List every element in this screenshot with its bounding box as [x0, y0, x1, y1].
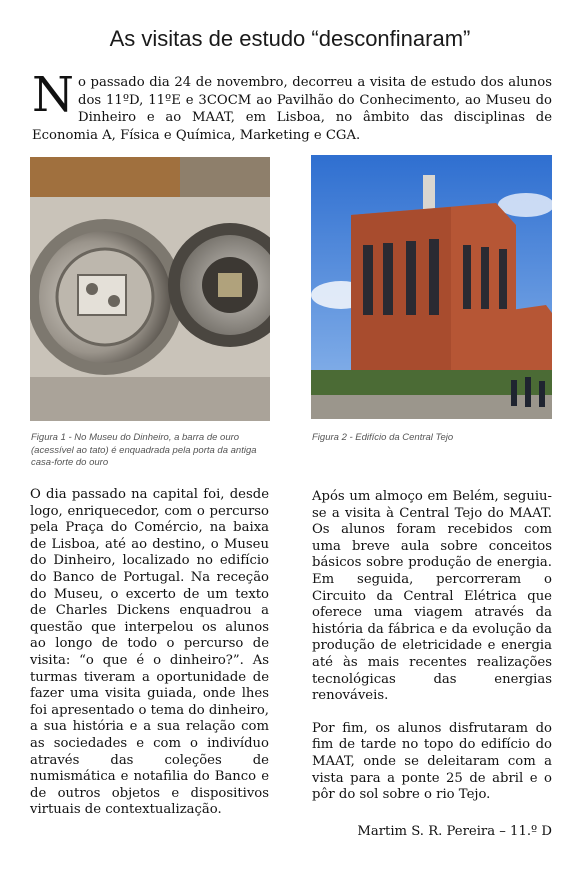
left-column-text: O dia passado na capital foi, desde logo, enriquecedor, com o percurso pela Praça do Comércio, na baixa de Lisboa, até ao destino, o Museu do Dinheiro, localizado no edifício do Banco de Portugal. Na receção do Museu, o excerto de um texto de Charles Dickens enquadrou a questão que interpelou os alunos ao longo de todo o percurso de visita: “o que é o dinheiro?”. As turmas tiveram a oportunidade de fazer uma visita guiada, onde lhes foi apresentado o tema do dinheiro, a sua história e a sua relação com as sociedades e com o indivíduo através das coleções de numismática e notafilia do Banco e de outros objetos e dispositivos virtuais de contextualização.	[30, 487, 269, 818]
right-paragraph-1: Após um almoço em Belém, seguiu-se a visita à Central Tejo do MAAT. Os alunos foram recebidos com uma breve aula sobre conceitos básicos sobre produção de energia. Em seguida, percorreram o Circuito da Central Elétrica que oferece uma viagem através da história da fábrica e da evolução da produção de eletricidade e energia até às mais recentes realizações tecnológicas das energias renováveis.	[312, 489, 552, 704]
article-title: As visitas de estudo “desconfinaram”	[109, 26, 471, 51]
figure-2-caption: Figura 2 - Edifício da Central Tejo	[312, 432, 454, 443]
author-signature: Martim S. R. Pereira – 11.º D	[357, 824, 552, 839]
vault-door-photo	[30, 157, 270, 421]
right-column	[312, 489, 552, 804]
left-column	[30, 487, 269, 819]
intro-paragraph	[32, 67, 552, 144]
central-tejo-photo	[311, 155, 552, 419]
right-paragraph-2: Por fim, os alunos disfrutaram do fim de tarde no topo do edifício do MAAT, onde se deleitaram com a vista para a ponte 25 de abril e o pôr do sol sobre o rio Tejo.	[312, 720, 552, 803]
intro-text: o passado dia 24 de novembro, decorreu a visita de estudo dos alunos dos 11ºD, 11ºE e 3COCM ao Pavilhão do Conhecimento, ao Museu do Dinheiro e ao MAAT, em Lisboa, no âmbito das disciplinas de Economia A, Física e Química, Marketing e CGA.	[32, 75, 552, 143]
drop-cap: N	[32, 67, 74, 123]
figure-1-caption: Figura 1 - No Museu do Dinheiro, a barra de ouro (acessível ao tato) é enquadrada pela porta da antiga casa-forte do ouro	[31, 432, 257, 468]
